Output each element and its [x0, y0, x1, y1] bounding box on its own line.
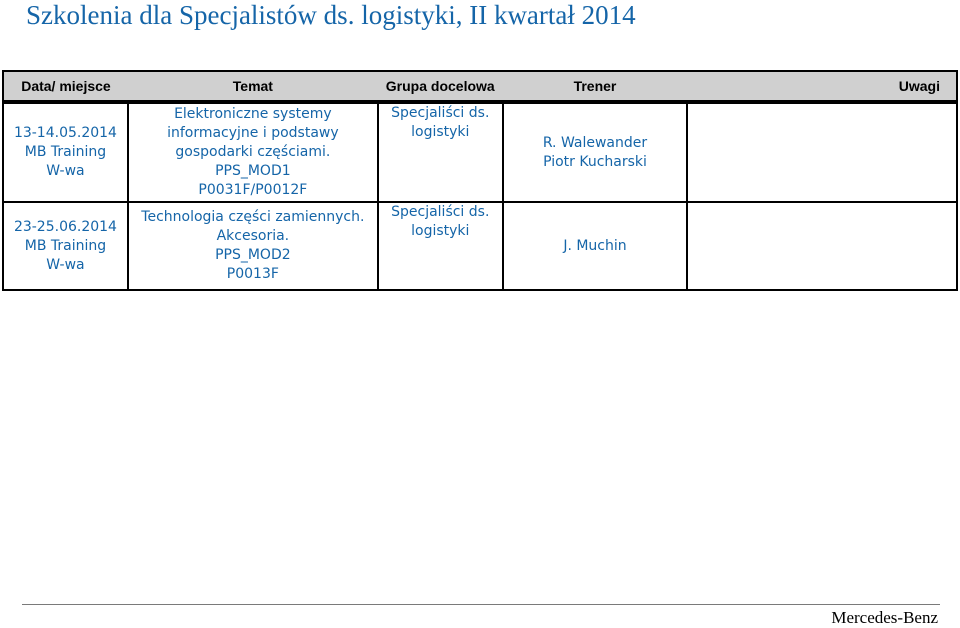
cell-topic: [128, 202, 378, 290]
cell-target-group: [378, 202, 503, 290]
cell-notes: [687, 102, 957, 202]
group-line: Specjaliści ds.: [391, 105, 490, 121]
header-topic: Temat: [128, 71, 378, 102]
cell-trainer: [503, 102, 688, 202]
date-text: 13-14.05.2014: [13, 125, 117, 141]
place-text: MB Training: [24, 144, 107, 160]
page-title: Szkolenia dla Specjalistów ds. logistyki, II kwartał 2014: [26, 0, 636, 30]
trainer-name: R. Walewander: [542, 134, 648, 151]
cell-notes: [687, 202, 957, 290]
trainer-name: Piotr Kucharski: [543, 153, 647, 170]
topic-line: gospodarki częściami.: [175, 144, 331, 160]
group-line: logistyki: [411, 124, 470, 140]
footer-divider: [22, 604, 940, 605]
header-trainer: Trener: [503, 71, 688, 102]
header-notes: Uwagi: [687, 71, 957, 102]
table-row: [3, 202, 957, 290]
brand-logo-text: Mercedes-Benz: [831, 608, 938, 627]
city-text: W-wa: [46, 163, 85, 179]
course-code: P0013F: [226, 266, 279, 282]
topic-line: Akcesoria.: [216, 228, 290, 244]
topic-line: Technologia części zamiennych.: [141, 209, 365, 225]
table-row: [3, 102, 957, 202]
place-text: MB Training: [24, 237, 107, 254]
header-target-group: Grupa docelowa: [378, 71, 503, 102]
header-date-place: Data/ miejsce: [3, 71, 128, 102]
cell-target-group: [378, 102, 503, 202]
cell-topic: [128, 102, 378, 202]
training-schedule-table: [2, 70, 958, 291]
cell-trainer: [503, 202, 688, 290]
topic-line: Elektroniczne systemy: [174, 106, 332, 122]
date-text: 23-25.06.2014: [13, 218, 117, 235]
course-code: P0031F/P0012F: [198, 182, 308, 198]
topic-line: informacyjne i podstawy: [167, 125, 339, 141]
module-code: PPS_MOD1: [215, 163, 291, 179]
module-code: PPS_MOD2: [215, 247, 291, 263]
cell-date-place: [3, 102, 128, 202]
cell-date-place: [3, 202, 128, 290]
group-line: logistyki: [411, 223, 470, 239]
city-text: W-wa: [46, 256, 85, 273]
trainer-name: J. Muchin: [563, 237, 627, 254]
group-line: Specjaliści ds.: [391, 204, 490, 220]
table-header-row: [3, 71, 957, 102]
